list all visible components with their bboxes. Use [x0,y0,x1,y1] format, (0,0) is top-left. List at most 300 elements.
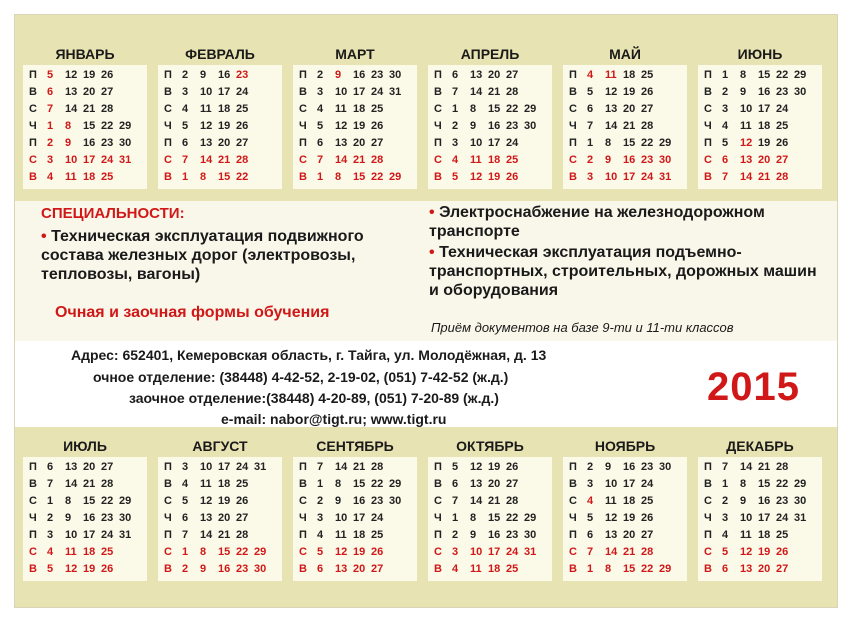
day-number: 26 [506,171,519,183]
day-number: 11 [740,529,752,541]
day-number: 31 [794,512,807,524]
week-row [23,84,147,101]
day-number: 20 [83,86,96,98]
day-number: 21 [623,120,636,132]
week-row [293,118,417,135]
weekday-label: Ч [434,120,442,132]
day-number: 5 [47,563,54,575]
day-number: 4 [47,546,54,558]
day-number: 27 [776,563,789,575]
day-number: 1 [47,495,54,507]
day-number: 12 [335,546,348,558]
day-number: 6 [182,512,189,524]
day-number: 16 [488,529,501,541]
day-number: 23 [506,120,519,132]
day-number: 3 [47,154,54,166]
day-number: 23 [101,512,114,524]
day-number: 4 [452,563,459,575]
day-number: 10 [740,512,753,524]
week-row [563,459,687,476]
day-number: 9 [470,120,477,132]
weekday-label: С [164,546,172,558]
week-row [563,544,687,561]
day-number: 14 [65,478,78,490]
weekday-label: С [704,495,712,507]
week-row [563,493,687,510]
weekday-label: В [569,478,577,490]
day-number: 26 [101,563,114,575]
specialty-right-1 [429,203,829,241]
day-number: 9 [470,529,477,541]
month-1 [21,435,149,581]
month-name: АПРЕЛЬ [460,46,520,62]
day-number: 29 [254,546,267,558]
day-number: 28 [236,154,249,166]
weekday-label: С [569,546,577,558]
day-number: 12 [605,512,618,524]
day-number: 14 [605,120,618,132]
day-number: 28 [101,478,114,490]
week-row [158,493,282,510]
week-row [563,527,687,544]
day-number: 5 [722,546,729,558]
specialties-right [429,203,829,302]
day-number: 14 [470,495,483,507]
day-number: 27 [371,563,384,575]
day-number: 18 [218,103,231,115]
day-number: 30 [389,495,402,507]
weekday-label: С [29,154,37,166]
day-number: 28 [506,86,519,98]
day-number: 11 [65,171,77,183]
week-row [698,493,822,510]
day-number: 5 [587,86,594,98]
day-number: 18 [353,529,366,541]
week-row [158,476,282,493]
day-number: 9 [605,154,612,166]
day-number: 2 [587,154,594,166]
day-number: 29 [524,103,537,115]
day-number: 20 [623,529,636,541]
day-number: 21 [83,103,96,115]
day-number: 28 [776,461,789,473]
day-number: 11 [470,563,482,575]
day-number: 20 [353,563,366,575]
day-number: 10 [335,512,348,524]
day-number: 20 [353,137,366,149]
month-name: ФЕВРАЛЬ [185,46,255,62]
day-number: 27 [101,86,114,98]
day-number: 7 [587,120,594,132]
day-number: 22 [371,478,384,490]
day-number: 16 [758,495,771,507]
day-number: 2 [317,495,324,507]
day-number: 10 [605,478,618,490]
weekday-label: П [299,529,307,541]
specialty-left-text: Техническая эксплуатация подвижного состава железных дорог (электровозы, тепловозы, вагоны) [41,228,364,283]
day-number: 3 [317,86,324,98]
weekday-label: П [704,529,712,541]
day-number: 4 [587,495,594,507]
day-number: 29 [389,478,402,490]
day-number: 26 [776,137,789,149]
weekday-label: С [434,546,442,558]
month-grid [23,65,147,189]
day-number: 13 [740,154,753,166]
day-number: 27 [641,529,654,541]
month-name: ЯНВАРЬ [55,46,115,62]
week-row [23,510,147,527]
day-number: 19 [353,120,366,132]
weekday-label: С [29,546,37,558]
bullet-icon: • [429,204,435,221]
weekday-label: С [704,546,712,558]
day-number: 12 [470,461,483,473]
week-row [698,101,822,118]
week-row [698,67,822,84]
month-name: МАЙ [609,46,641,62]
day-number: 20 [758,563,771,575]
day-number: 25 [641,69,654,81]
day-number: 1 [182,171,189,183]
week-row [293,169,417,186]
day-number: 14 [740,461,753,473]
day-number: 27 [506,478,519,490]
day-number: 8 [335,171,342,183]
weekday-label: В [164,171,172,183]
week-row [698,459,822,476]
day-number: 6 [47,86,54,98]
specialty-right-1-text: Электроснабжение на железнодорожном транспорте [429,204,765,240]
web-contacts: e-mail: nabor@tigt.ru; www.tigt.ru [221,411,447,427]
day-number: 13 [200,512,213,524]
bullet-icon: • [41,228,47,245]
week-row [563,135,687,152]
day-number: 30 [524,120,537,132]
weekday-label: С [434,103,442,115]
day-number: 23 [641,461,654,473]
day-number: 20 [218,137,231,149]
week-row [698,84,822,101]
week-row [293,544,417,561]
month-grid [563,457,687,581]
week-row [563,561,687,578]
day-number: 15 [353,478,366,490]
day-number: 11 [470,154,482,166]
day-number: 4 [317,529,324,541]
week-row [428,118,552,135]
day-number: 23 [371,69,384,81]
day-number: 25 [776,529,789,541]
day-number: 24 [371,86,384,98]
day-number: 25 [641,495,654,507]
weekday-label: В [704,563,712,575]
weekday-label: В [164,563,172,575]
day-number: 28 [506,495,519,507]
week-row [428,527,552,544]
weekday-label: Ч [569,120,577,132]
day-number: 20 [758,154,771,166]
month-name: СЕНТЯБРЬ [316,438,394,454]
week-row [158,510,282,527]
day-number: 22 [101,120,114,132]
day-number: 5 [587,512,594,524]
day-number: 7 [47,103,54,115]
day-number: 16 [218,563,231,575]
parttime-phones: заочное отделение:(38448) 4-20-89, (051) 7-20-89 (ж.д.) [129,390,499,406]
day-number: 31 [119,154,132,166]
day-number: 8 [605,137,612,149]
day-number: 25 [236,478,249,490]
weekday-label: П [434,529,442,541]
day-number: 6 [722,154,729,166]
weekday-label: П [569,69,577,81]
day-number: 29 [524,512,537,524]
month-name: ДЕКАБРЬ [726,438,794,454]
day-number: 26 [101,69,114,81]
weekday-label: В [569,563,577,575]
day-number: 16 [758,86,771,98]
day-number: 9 [740,86,747,98]
day-number: 28 [236,529,249,541]
day-number: 30 [254,563,267,575]
day-number: 21 [218,154,231,166]
weekday-label: С [29,103,37,115]
day-number: 5 [317,546,324,558]
day-number: 23 [236,563,249,575]
day-number: 2 [182,69,189,81]
day-number: 11 [335,103,347,115]
weekday-label: С [434,495,442,507]
month-5 [561,435,689,581]
day-number: 24 [371,512,384,524]
week-row [563,118,687,135]
day-number: 19 [488,171,501,183]
weekday-label: С [569,154,577,166]
weekday-label: П [29,137,37,149]
day-number: 29 [119,495,132,507]
month-name: АВГУСТ [192,438,248,454]
day-number: 16 [83,512,96,524]
specialty-left [41,227,421,284]
day-number: 1 [587,563,594,575]
week-row [23,135,147,152]
month-2 [156,43,284,189]
day-number: 11 [335,529,347,541]
weekday-label: Ч [299,512,307,524]
week-row [698,544,822,561]
day-number: 23 [776,495,789,507]
day-number: 18 [83,546,96,558]
day-number: 7 [587,546,594,558]
week-row [428,135,552,152]
week-row [23,561,147,578]
address-line: Адрес: 652401, Кемеровская область, г. Тайга, ул. Молодёжная, д. 13 [71,347,547,363]
week-row [23,67,147,84]
weekday-label: П [164,529,172,541]
weekday-label: В [299,563,307,575]
day-number: 6 [452,478,459,490]
day-number: 30 [794,86,807,98]
day-number: 28 [776,171,789,183]
day-number: 24 [641,171,654,183]
day-number: 25 [371,103,384,115]
day-number: 25 [236,103,249,115]
week-row [293,476,417,493]
day-number: 23 [236,69,249,81]
month-3 [291,43,419,189]
day-number: 10 [740,103,753,115]
weekday-label: П [434,137,442,149]
day-number: 22 [371,171,384,183]
month-name: НОЯБРЬ [594,438,656,454]
day-number: 30 [659,461,672,473]
weekday-label: Ч [29,512,37,524]
day-number: 15 [218,171,231,183]
day-number: 12 [740,137,753,149]
day-number: 15 [623,563,636,575]
day-number: 21 [758,171,771,183]
week-row [428,476,552,493]
week-row [293,459,417,476]
day-number: 3 [182,461,189,473]
day-number: 18 [353,103,366,115]
weekday-label: Ч [704,120,712,132]
day-number: 26 [641,512,654,524]
day-number: 19 [623,86,636,98]
week-row [23,152,147,169]
day-number: 10 [200,461,213,473]
day-number: 19 [83,563,96,575]
weekday-label: В [299,171,307,183]
day-number: 15 [83,120,96,132]
weekday-label: П [569,529,577,541]
day-number: 24 [236,86,249,98]
day-number: 16 [353,69,366,81]
day-number: 17 [83,154,96,166]
day-number: 14 [335,154,348,166]
weekday-label: П [164,461,172,473]
day-number: 6 [317,137,324,149]
day-number: 1 [587,137,594,149]
week-row [158,527,282,544]
week-row [23,476,147,493]
day-number: 21 [758,461,771,473]
weekday-label: П [704,69,712,81]
day-number: 4 [47,171,54,183]
day-number: 1 [722,478,729,490]
admission-note: Приём документов на базе 9-ти и 11-ти классов [431,320,734,335]
week-row [698,510,822,527]
day-number: 21 [353,154,366,166]
day-number: 8 [200,546,207,558]
week-row [428,544,552,561]
day-number: 8 [200,171,207,183]
day-number: 7 [47,478,54,490]
day-number: 22 [776,69,789,81]
day-number: 31 [524,546,537,558]
calendar-card [14,14,838,608]
day-number: 2 [47,512,54,524]
day-number: 28 [371,461,384,473]
week-row [293,152,417,169]
weekday-label: Ч [164,512,172,524]
day-number: 7 [317,461,324,473]
weekday-label: В [299,86,307,98]
day-number: 4 [182,103,189,115]
week-row [23,544,147,561]
week-row [293,561,417,578]
specialty-right-2-text: Техническая эксплуатация подъемно-транспортных, строительных, дорожных машин и оборудования [429,244,817,299]
day-number: 10 [65,529,78,541]
weekday-label: В [434,171,442,183]
day-number: 29 [119,120,132,132]
weekday-label: В [29,478,37,490]
day-number: 4 [722,529,729,541]
week-row [293,84,417,101]
weekday-label: Ч [434,512,442,524]
month-grid [563,65,687,189]
weekday-label: Ч [29,120,37,132]
day-number: 19 [758,546,771,558]
week-row [428,67,552,84]
day-number: 9 [65,137,72,149]
day-number: 19 [218,120,231,132]
day-number: 16 [353,495,366,507]
bullet-icon: • [429,244,435,261]
specialties-title: СПЕЦИАЛЬНОСТИ: [41,205,185,222]
day-number: 12 [65,69,78,81]
weekday-label: В [434,478,442,490]
day-number: 12 [335,120,348,132]
day-number: 18 [83,171,96,183]
day-number: 25 [776,120,789,132]
day-number: 11 [200,103,212,115]
weekday-label: Ч [299,120,307,132]
day-number: 28 [641,546,654,558]
day-number: 8 [740,478,747,490]
month-4 [426,435,554,581]
weekday-label: В [569,171,577,183]
week-row [698,527,822,544]
day-number: 16 [218,69,231,81]
day-number: 13 [65,461,78,473]
day-number: 22 [506,103,519,115]
day-number: 20 [488,69,501,81]
day-number: 4 [587,69,594,81]
day-number: 6 [587,103,594,115]
weekday-label: В [29,86,37,98]
day-number: 12 [740,546,753,558]
week-row [293,67,417,84]
day-number: 28 [641,120,654,132]
day-number: 25 [101,171,114,183]
day-number: 25 [101,546,114,558]
day-number: 2 [452,529,459,541]
weekday-label: С [299,546,307,558]
day-number: 27 [506,69,519,81]
week-row [563,476,687,493]
week-row [23,169,147,186]
day-number: 24 [776,512,789,524]
week-row [428,169,552,186]
day-number: 11 [605,69,617,81]
day-number: 14 [740,171,753,183]
day-number: 1 [317,171,324,183]
day-number: 11 [740,120,752,132]
day-number: 3 [452,137,459,149]
day-number: 2 [452,120,459,132]
